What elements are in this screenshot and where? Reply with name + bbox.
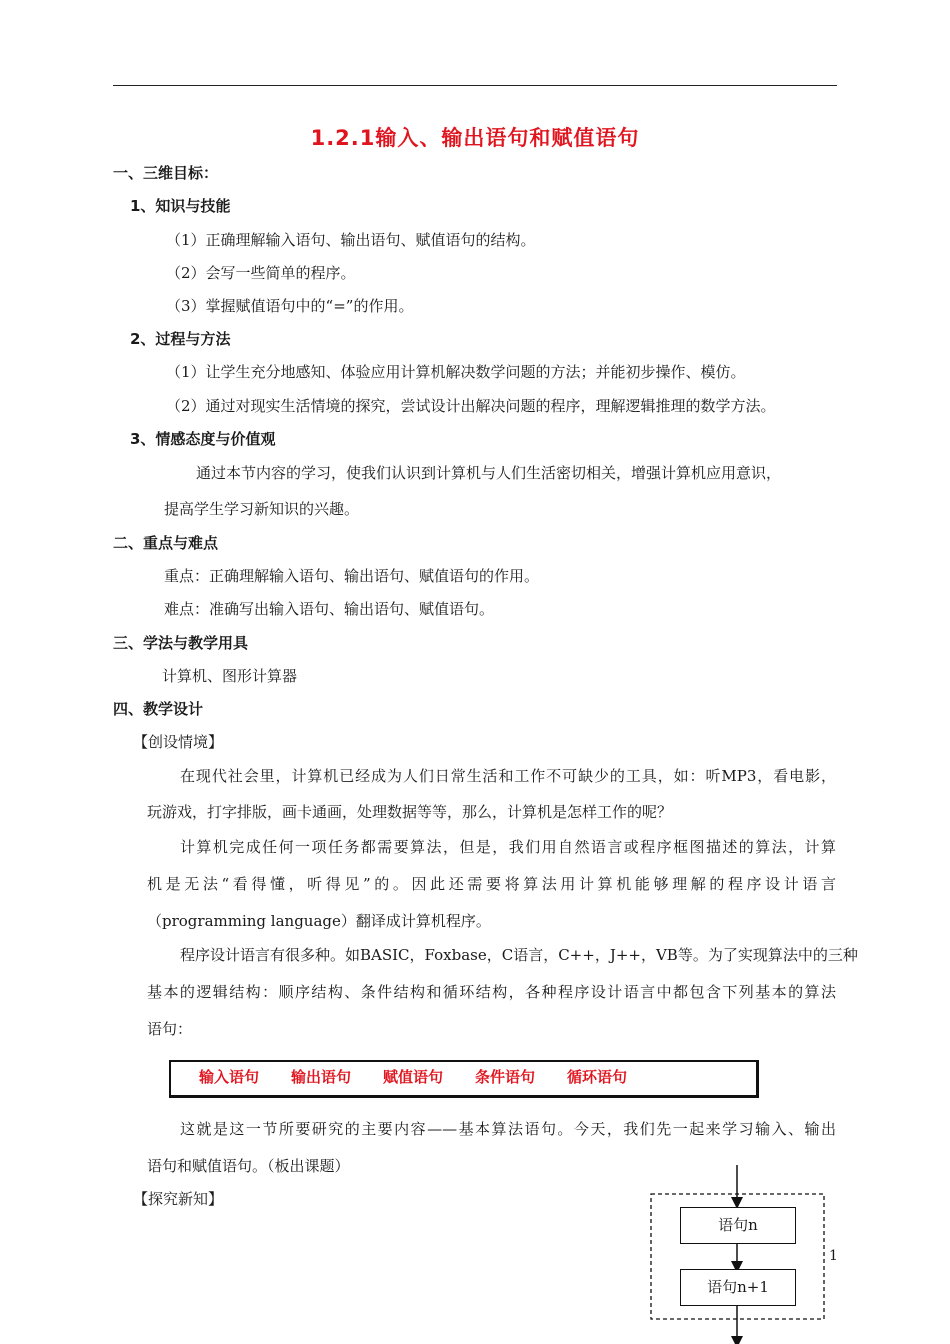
keyword-conditional-statement: 条件语句 [475, 1068, 536, 1086]
process-item-1: （1）让学生充分地感知、体验应用计算机解决数学问题的方法；并能初步操作、模仿。 [166, 363, 746, 381]
process-item-2: （2）通过对现实生活情境的探究，尝试设计出解决问题的程序，理解逻辑推理的数学方法。 [166, 397, 776, 415]
explore-label: 【探究新知】 [133, 1190, 224, 1208]
subheading-process: 2、过程与方法 [130, 330, 231, 348]
tools-text: 计算机、图形计算器 [162, 667, 298, 685]
section-heading-design: 四、教学设计 [113, 700, 204, 718]
key-point-text: 重点：正确理解输入语句、输出语句、赋值语句的作用。 [164, 567, 540, 585]
keyword-input-statement: 输入语句 [199, 1068, 260, 1086]
paragraph-2-line-1: 计算机完成任何一项任务都需要算法，但是，我们用自然语言或程序框图描述的算法，计算 [180, 838, 836, 856]
paragraph-1-line-1: 在现代社会里，计算机已经成为人们日常生活和工作不可缺少的工具，如：听MP3，看电影， [180, 767, 836, 785]
subheading-knowledge: 1、知识与技能 [130, 197, 231, 215]
paragraph-4-line-2: 语句和赋值语句。（板出课题） [147, 1157, 350, 1175]
scenario-label: 【创设情境】 [133, 733, 224, 751]
section-heading-key-points: 二、重点与难点 [113, 534, 219, 552]
paragraph-2-line-3: （programming language）翻译成计算机程序。 [147, 912, 491, 930]
paragraph-3-line-1: 程序设计语言有很多种。如BASIC，Foxbase，C语言，C++，J++，VB等。为了实现算法中的三种 [180, 946, 858, 964]
flowchart-lines [640, 1165, 840, 1344]
keyword-loop-statement: 循环语句 [567, 1068, 628, 1086]
sequence-flowchart [640, 1165, 840, 1344]
knowledge-item-3: （3）掌握赋值语句中的“=”的作用。 [166, 297, 414, 315]
page-number: 1 [829, 1248, 838, 1264]
paragraph-3-line-2: 基本的逻辑结构：顺序结构、条件结构和循环结构，各种程序设计语言中都包含下列基本的算法 [147, 983, 836, 1001]
flowchart-box-statement-n-plus-1: 语句n+1 [680, 1269, 796, 1306]
flowchart-box-statement-n: 语句n [680, 1207, 796, 1244]
header-rule [113, 85, 837, 86]
knowledge-item-1: （1）正确理解输入语句、输出语句、赋值语句的结构。 [166, 231, 536, 249]
section-heading-tools: 三、学法与教学用具 [113, 634, 249, 652]
paragraph-3-line-3: 语句： [147, 1020, 193, 1038]
paragraph-1-line-2: 玩游戏，打字排版，画卡通画，处理数据等等，那么，计算机是怎样工作的呢？ [147, 803, 673, 821]
keyword-output-statement: 输出语句 [291, 1068, 352, 1086]
knowledge-item-2: （2）会写一些简单的程序。 [166, 264, 356, 282]
difficulty-text: 难点：准确写出输入语句、输出语句、赋值语句。 [164, 600, 495, 618]
keyword-assignment-statement: 赋值语句 [383, 1068, 444, 1086]
section-heading-goals: 一、三维目标： [113, 164, 219, 182]
paragraph-4-line-1: 这就是这一节所要研究的主要内容——基本算法语句。今天，我们先一起来学习输入、输出 [180, 1120, 836, 1138]
attitude-line-2: 提高学生学习新知识的兴趣。 [164, 500, 360, 518]
paragraph-2-line-2: 机是无法“看得懂，听得见”的。因此还需要将算法用计算机能够理解的程序设计语言 [147, 875, 836, 893]
subheading-attitude: 3、情感态度与价值观 [130, 430, 276, 448]
attitude-line-1: 通过本节内容的学习，使我们认识到计算机与人们生活密切相关，增强计算机应用意识， [196, 464, 782, 482]
page-title: 1.2.1输入、输出语句和赋值语句 [310, 126, 640, 150]
